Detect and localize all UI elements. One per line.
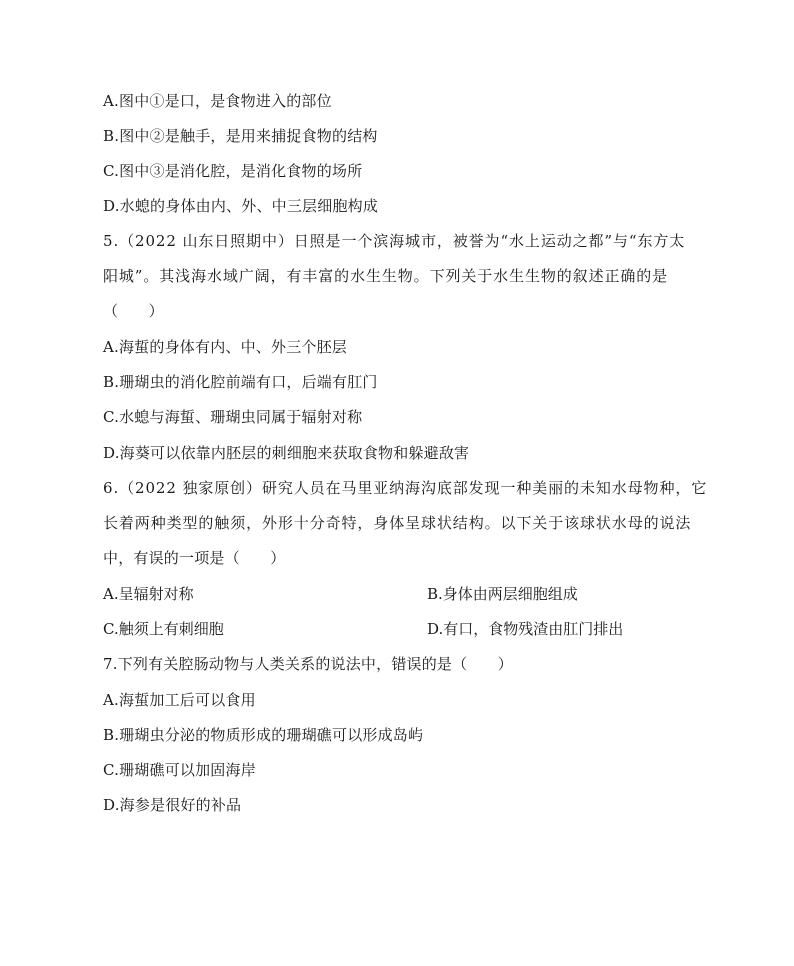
q6-stem-line-2: 长着两种类型的触须，外形十分奇特，身体呈球状结构。以下关于该球状水母的说法 [103,514,692,532]
q6-options-row-1 [103,584,703,604]
q5-option-d: D.海葵可以依靠内胚层的刺细胞来获取食物和躲避敌害 [103,444,470,462]
q6-option-d: D.有口，食物残渣由肛门排出 [427,620,624,638]
q5-stem-line-2: 阳城”。其浅海水域广阔，有丰富的水生生物。下列关于水生生物的叙述正确的是 [103,267,669,285]
q5-option-b: B.珊瑚虫的消化腔前端有口，后端有肛门 [103,373,378,391]
q6-option-b: B.身体由两层细胞组成 [427,585,578,603]
q5-stem-line-1: 5.（2022 山东日照期中）日照是一个滨海城市，被誉为“水上运动之都”与“东方太 [103,232,686,250]
q7-option-a: A.海蜇加工后可以食用 [103,691,256,709]
q5-option-c: C.水螅与海蜇、珊瑚虫同属于辐射对称 [103,408,363,426]
q6-stem-line-1: 6.（2022 独家原创）研究人员在马里亚纳海沟底部发现一种美丽的未知水母物种，它 [103,479,708,497]
q5-answer-bracket: （ ） [103,302,164,320]
q7-stem: 7.下列有关腔肠动物与人类关系的说法中，错误的是（ ） [103,655,513,673]
q7-option-b: B.珊瑚虫分泌的物质形成的珊瑚礁可以形成岛屿 [103,726,424,744]
q6-option-a: A.呈辐射对称 [103,585,194,603]
q4-option-d: D.水螅的身体由内、外、中三层细胞构成 [103,197,379,215]
q7-option-d: D.海参是很好的补品 [103,796,242,814]
q7-option-c: C.珊瑚礁可以加固海岸 [103,761,256,779]
q4-option-a: A.图中①是口，是食物进入的部位 [103,92,332,110]
q4-option-c: C.图中③是消化腔，是消化食物的场所 [103,162,363,180]
q6-options-row-2 [103,619,703,639]
q5-option-a: A.海蜇的身体有内、中、外三个胚层 [103,338,348,356]
q4-option-b: B.图中②是触手，是用来捕捉食物的结构 [103,127,378,145]
q6-option-c: C.触须上有刺细胞 [103,620,224,638]
q6-stem-line-3: 中，有误的一项是（ ） [103,549,286,567]
